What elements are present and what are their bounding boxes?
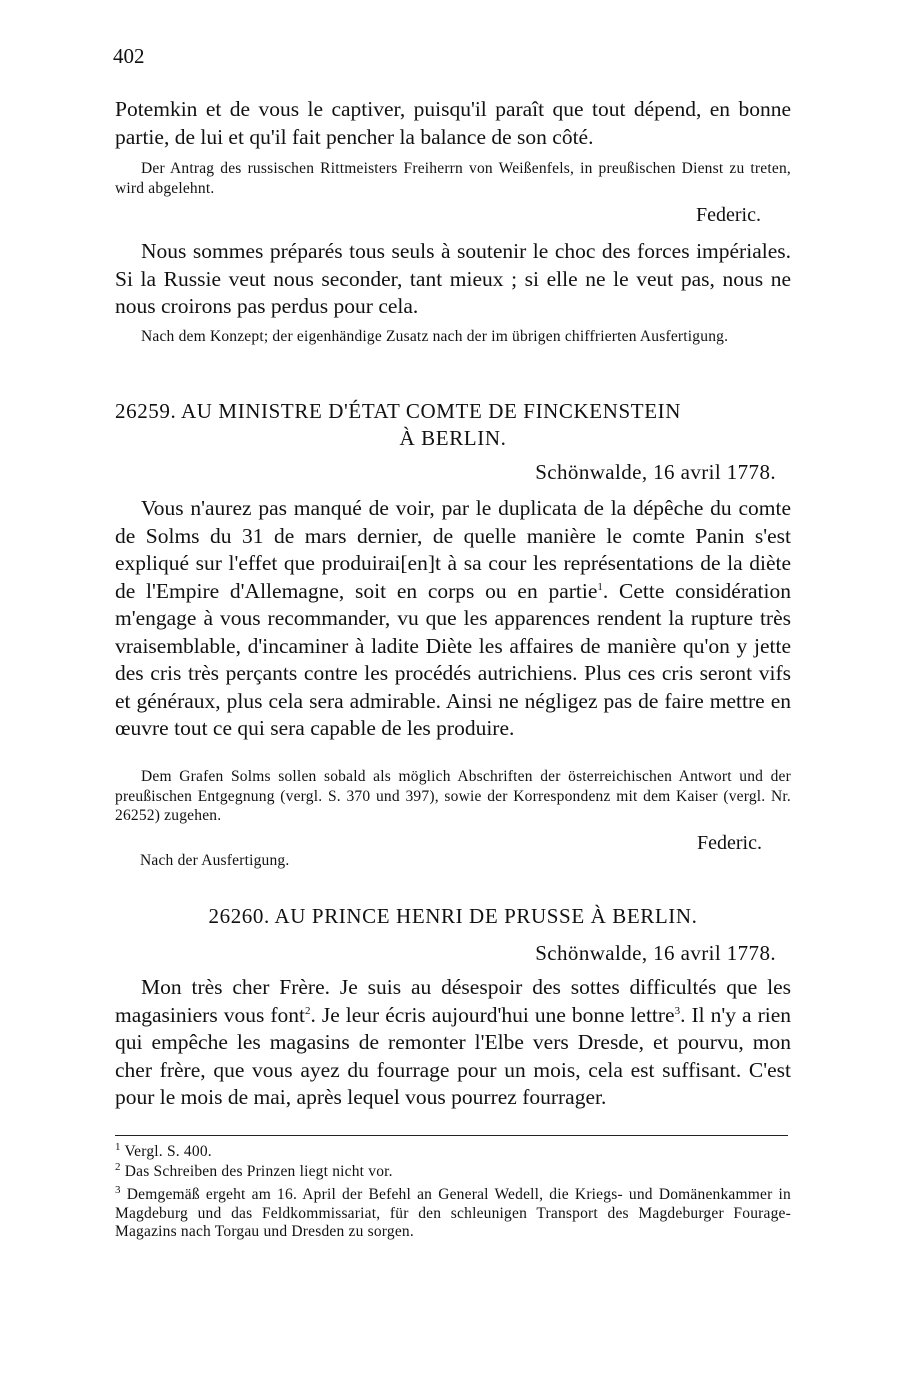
footnote-text: Demgemäß ergeht am 16. April der Befehl an General Wedell, die Kriegs- und Domänenkammer in Magdeburg und das Feldkommissariat, für den schleunigen Transport des Magdeburger Fourage-Magazins nach Torgau und Dresden zu sorgen.	[115, 1186, 791, 1240]
source-note: Nach der Ausfertigung.	[140, 852, 290, 869]
letter-text: Mon très cher Frère. Je suis au désespoir des sottes difficultés que les magasiniers vous font	[115, 975, 791, 1027]
letter-text: . Je leur écris aujourd'hui une bonne lettre	[310, 1002, 675, 1027]
signature: Federic.	[696, 204, 761, 226]
letter-heading-line1: 26259. AU MINISTRE D'ÉTAT COMTE DE FINCKENSTEIN	[115, 399, 681, 423]
editorial-note: Dem Grafen Solms sollen sobald als möglich Abschriften der österreichischen Antwort und der preußischen Entgegnung (vergl. S. 370 und 397), sowie der Korrespondenz mit dem Kaiser (vergl. Nr. 26252) zugehen.	[115, 768, 791, 824]
footnote	[115, 1140, 791, 1162]
paragraph-addendum: Nous sommes préparés tous seuls à soutenir le choc des forces impériales. Si la Russie veut nous seconder, tant mieux ; si elle ne le veut pas, nous ne nous croirons pas perdus pour cela.	[115, 239, 791, 318]
letter-text: . Cette considération m'engage à vous recommander, vu que les apparences rendent la rupture très vraisemblable, d'incaminer à ladite Diète les affaires de manière qu'on y jette des cris très perçants contre les procédés autrichiens. Plus ces cris seront vifs et généraux, plus cela sera admirable. Ainsi ne négligez pas de faire mettre en œuvre tout ce qui sera capable de les produire.	[115, 578, 791, 740]
letter-heading-line2: À BERLIN.	[399, 426, 507, 450]
source-note: Nach dem Konzept; der eigenhändige Zusatz nach der im übrigen chiffrierten Ausfertigung.	[141, 328, 729, 345]
footnote-ref: 1	[597, 580, 603, 593]
letter-body	[115, 974, 791, 1112]
footnote	[115, 1160, 791, 1182]
letter-text: . Il n'y a rien qui empêche les magasins de remonter l'Elbe vers Dresde, et pourvu, mon cher frère, que vous ayez du fourrage pour un mois, cela est suffisant. C'est pour le mois de mai, après lequel vous pourrez fourrager.	[115, 1002, 791, 1109]
editorial-note: Der Antrag des russischen Rittmeisters Freiherrn von Weißenfels, in preußischen Dienst zu treten, wird abgelehnt.	[115, 160, 791, 197]
letter-heading	[115, 903, 791, 930]
letter-heading	[115, 398, 791, 452]
place-date: Schönwalde, 16 avril 1778.	[535, 941, 776, 965]
letter-text: Vous n'aurez pas manqué de voir, par le duplicata de la dépêche du comte de Solms du 31 de mars dernier, de quelle manière le comte Panin s'est expliqué sur l'effet que produirai[en]t à sa cour les représentations de la diète de l'Empire d'Allemagne, soit en corps ou en partie	[115, 496, 791, 603]
footnote	[115, 1183, 791, 1242]
page-number: 402	[113, 44, 145, 68]
letter-heading-line1: 26260. AU PRINCE HENRI DE PRUSSE À BERLIN.	[208, 904, 698, 928]
footnote-ref: 3	[674, 1004, 681, 1017]
footnote-text: Vergl. S. 400.	[124, 1143, 212, 1160]
footnote-divider	[115, 1135, 788, 1136]
footnote-ref: 2	[304, 1004, 311, 1017]
footnote-mark: 3	[115, 1183, 121, 1196]
footnote-mark: 2	[115, 1160, 121, 1173]
place-date: Schönwalde, 16 avril 1778.	[535, 460, 776, 484]
letter-body	[115, 495, 791, 743]
signature: Federic.	[697, 832, 762, 854]
paragraph-continuation: Potemkin et de vous le captiver, puisqu'il paraît que tout dépend, en bonne partie, de lui et qu'il fait pencher la balance de son côté.	[115, 97, 791, 149]
footnote-mark: 1	[115, 1140, 121, 1153]
footnote-text: Das Schreiben des Prinzen liegt nicht vor.	[124, 1163, 393, 1180]
